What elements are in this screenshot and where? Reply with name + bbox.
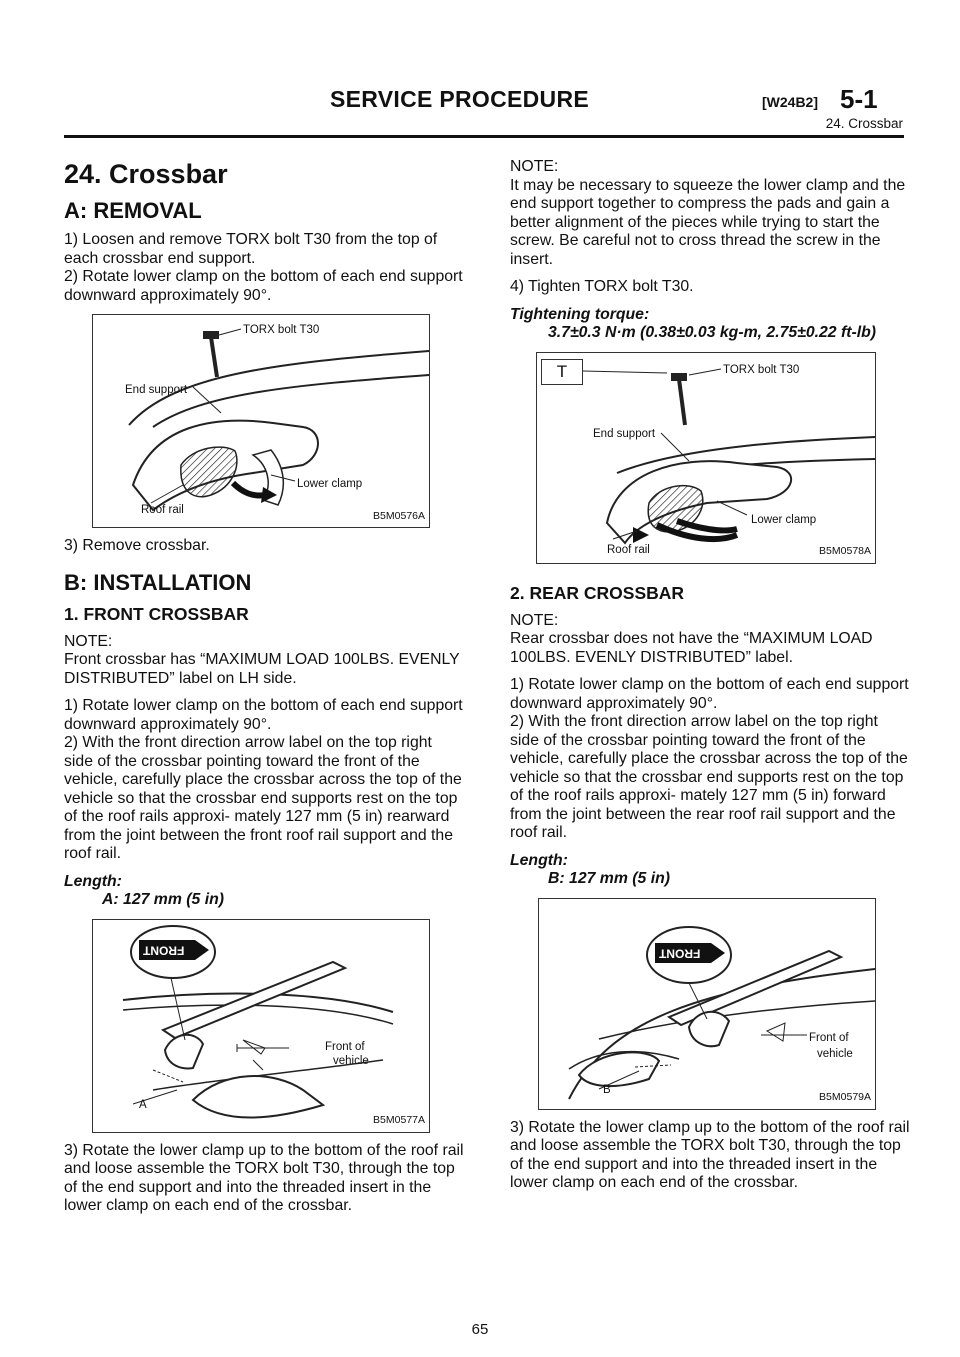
front-crossbar-heading: 1. FRONT CROSSBAR [64, 603, 249, 624]
rear-spec-label: Length: [510, 851, 568, 869]
installation-heading: B: INSTALLATION [64, 569, 252, 595]
header-title: SERVICE PROCEDURE [330, 86, 590, 112]
label-vehicle: vehicle [817, 1047, 853, 1060]
rear-step-3: 3) Rotate the lower clamp up to the bottom of the roof rail and loose assemble the TORX bolt T30, through the top of the end support and into the threaded insert in the lower clamp on each end of the crossbar. [510, 1118, 910, 1191]
step-4: 4) Tighten TORX bolt T30. [510, 278, 694, 295]
right-column [510, 158, 910, 1193]
label-front-arrow: FRONT [659, 946, 701, 960]
figure-id: B5M0579A [819, 1091, 871, 1103]
label-b: B [603, 1083, 611, 1096]
label-roof-rail: Roof rail [141, 504, 184, 516]
figure-rear-drawing [539, 899, 875, 1109]
label-end-support: End support [593, 427, 656, 440]
figure-rear-crossbar [538, 898, 876, 1110]
note-label: NOTE: [510, 158, 559, 175]
front-note-label: NOTE: [64, 632, 113, 650]
front-spec-label: Length: [64, 872, 122, 890]
label-lower-clamp: Lower clamp [297, 478, 363, 490]
label-end-support: End support [125, 384, 188, 396]
label-front-of: Front of [325, 1040, 365, 1053]
header-rule [64, 135, 904, 138]
header-code: [W24B2] [762, 94, 819, 110]
rear-spec-value: B: 127 mm (5 in) [548, 870, 671, 887]
figure-id: B5M0576A [373, 509, 425, 522]
label-front-arrow: FRONT [143, 943, 185, 957]
label-torx-bolt: TORX bolt T30 [243, 324, 320, 336]
label-front-of: Front of [809, 1031, 849, 1044]
label-roof-rail: Roof rail [607, 543, 650, 556]
tighten-symbol: T [541, 359, 583, 385]
front-step-3: 3) Rotate the lower clamp up to the bottom of the roof rail and loose assemble the TORX bolt T30, through the top of the end support and into the threaded insert in the lower clamp on each end of the crossbar. [64, 1141, 464, 1214]
front-note-text: Front crossbar has “MAXIMUM LOAD 100LBS. EVENLY DISTRIBUTED” label on LH side. [64, 651, 460, 687]
torque-spec-value: 3.7±0.3 N·m (0.38±0.03 kg-m, 2.75±0.22 ft-lb) [548, 324, 877, 341]
left-column [64, 158, 464, 1216]
figure-front-crossbar [92, 919, 430, 1133]
front-step-1: 1) Rotate lower clamp on the bottom of each end support downward approximately 90°. [64, 697, 463, 733]
rear-step-2: 2) With the front direction arrow label on the top right side of the crossbar pointing toward the front of the vehicle, carefully place the crossbar across the top of the vehicle so that the crossbar end supports rest on the top of the roof rails approxi- mately 127 mm (5 in) forward from the joint between the rear roof rail support and the roof rail. [510, 713, 908, 841]
torque-spec-label: Tightening torque: [510, 305, 650, 323]
removal-step-1: 1) Loosen and remove TORX bolt T30 from the top of each crossbar end support. [64, 231, 438, 267]
label-torx-bolt: TORX bolt T30 [723, 363, 800, 376]
section-heading: 24. Crossbar [64, 159, 228, 189]
front-step-2: 2) With the front direction arrow label on the top right side of the crossbar pointing toward the front of the vehicle, carefully place the crossbar across the top of the vehicle so that the crossbar end supports rest on the top of the roof rails approxi- mately 127 mm (5 in) rearward from the joint between the front roof rail support and the roof rail. [64, 734, 462, 862]
header-subtitle: 24. Crossbar [825, 116, 903, 131]
figure-id: B5M0577A [373, 1114, 425, 1126]
header-section: 5-1 [840, 84, 878, 114]
rear-note-text: Rear crossbar does not have the “MAXIMUM LOAD 100LBS. EVENLY DISTRIBUTED” label. [510, 630, 873, 666]
front-spec-value: A: 127 mm (5 in) [102, 891, 225, 908]
rear-note-label: NOTE: [510, 611, 559, 629]
rear-crossbar-heading: 2. REAR CROSSBAR [510, 582, 685, 603]
figure-removal [92, 314, 430, 528]
label-a: A [139, 1098, 147, 1111]
label-vehicle: vehicle [333, 1054, 369, 1067]
page-number: 65 [471, 1321, 489, 1338]
figure-tighten-drawing [537, 353, 875, 563]
note-text: It may be necessary to squeeze the lower clamp and the end support together to compress the pads and gain a better alignment of the pieces while trying to start the screw. Be careful not to cross thread the screw in the insert. [510, 176, 906, 268]
label-lower-clamp: Lower clamp [751, 513, 817, 526]
removal-step-2: 2) Rotate lower clamp on the bottom of each end support downward approximately 90°. [64, 268, 463, 304]
rear-step-1: 1) Rotate lower clamp on the bottom of each end support downward approximately 90°. [510, 676, 909, 712]
removal-step-3: 3) Remove crossbar. [64, 537, 210, 554]
figure-removal-drawing [93, 315, 429, 527]
figure-id: B5M0578A [819, 545, 871, 557]
removal-heading: A: REMOVAL [64, 198, 202, 223]
figure-tighten [536, 352, 876, 564]
